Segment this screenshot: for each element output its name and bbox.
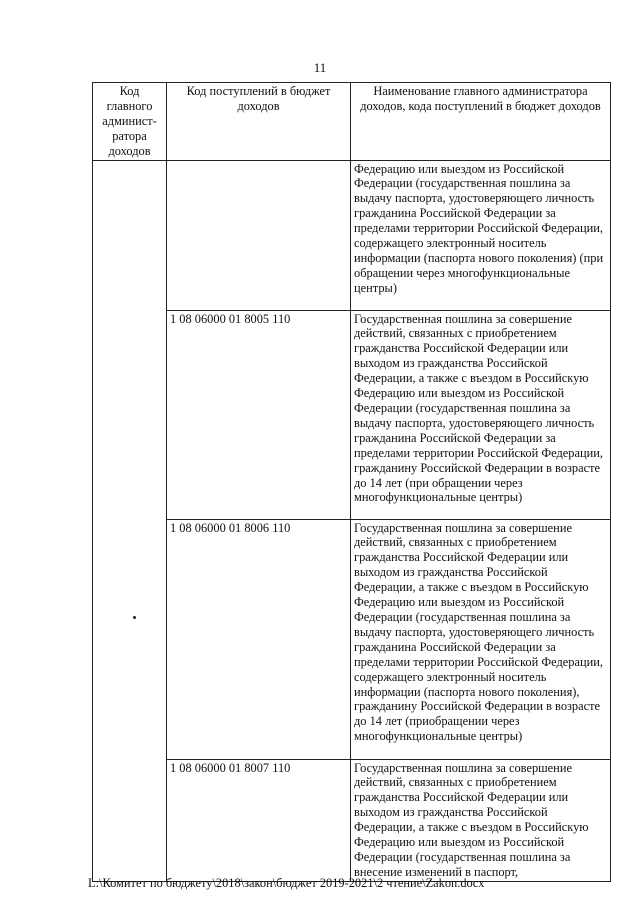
table-row bbox=[93, 310, 611, 519]
revenue-name-cell: Государственная пошлина за совершение действий, связанных с приобретением гражданства Российской Федерации или выходом из гражданства Российской Федерации, а также с въездом в Российскую Федерацию или выездом из Российской Федерации (государственная пошлина за выдачу паспорта, удостоверяющего личность гражданина Российской Федерации за пределами территории Российской Федерации, содержащего электронный носитель информации (паспорта нового поколения), гражданину Российской Федерации в возрасте до 14 лет (приобращении через многофункциональные центры) bbox=[351, 519, 611, 759]
revenue-name-cell: Государственная пошлина за совершение действий, связанных с приобретением гражданства Российской Федерации или выходом из гражданства Российской Федерации, а также с въездом в Российскую Федерацию или выездом из Российской Федерации (государственная пошлина за внесение изменений в паспорт, bbox=[351, 759, 611, 881]
header-admin-code: Код главного админист-ратора доходов bbox=[93, 83, 167, 161]
revenue-code-cell: 1 08 06000 01 8006 110 bbox=[167, 519, 351, 759]
table-row bbox=[93, 759, 611, 881]
revenue-code-cell bbox=[167, 160, 351, 310]
page-number: 11 bbox=[313, 60, 327, 75]
revenue-code-cell: 1 08 06000 01 8007 110 bbox=[167, 759, 351, 881]
header-name: Наименование главного администратора доходов, кода поступлений в бюджет доходов bbox=[351, 83, 611, 161]
revenue-name-cell: Федерацию или выездом из Российской Федерации (государственная пошлина за выдачу паспорта, удостоверяющего личность гражданина Российской Федерации за пределами территории Российской Федерации, содержащего электронный носитель информации (паспорта нового поколения) (при обращении через многофункциональные центры) bbox=[351, 160, 611, 310]
footer-file-path: L:\Комитет по бюджету\2018\закон\бюджет 2019-2021\2 чтение\Zakon.docx bbox=[88, 876, 485, 890]
revenue-table bbox=[92, 82, 611, 882]
table-header-row bbox=[93, 83, 611, 161]
header-revenue-code: Код поступлений в бюджет доходов bbox=[167, 83, 351, 161]
stray-mark bbox=[133, 616, 136, 619]
table-row bbox=[93, 160, 611, 310]
admin-code-cell bbox=[93, 160, 167, 881]
table-row bbox=[93, 519, 611, 759]
revenue-name-cell: Государственная пошлина за совершение действий, связанных с приобретением гражданства Российской Федерации или выходом из гражданства Российской Федерации, а также с въездом в Российскую Федерацию или выездом из Российской Федерации (государственная пошлина за выдачу паспорта, удостоверяющего личность гражданина Российской Федерации за пределами территории Российской Федерации, гражданину Российской Федерации в возрасте до 14 лет (при обращении через многофункциональные центры) bbox=[351, 310, 611, 519]
revenue-code-cell: 1 08 06000 01 8005 110 bbox=[167, 310, 351, 519]
